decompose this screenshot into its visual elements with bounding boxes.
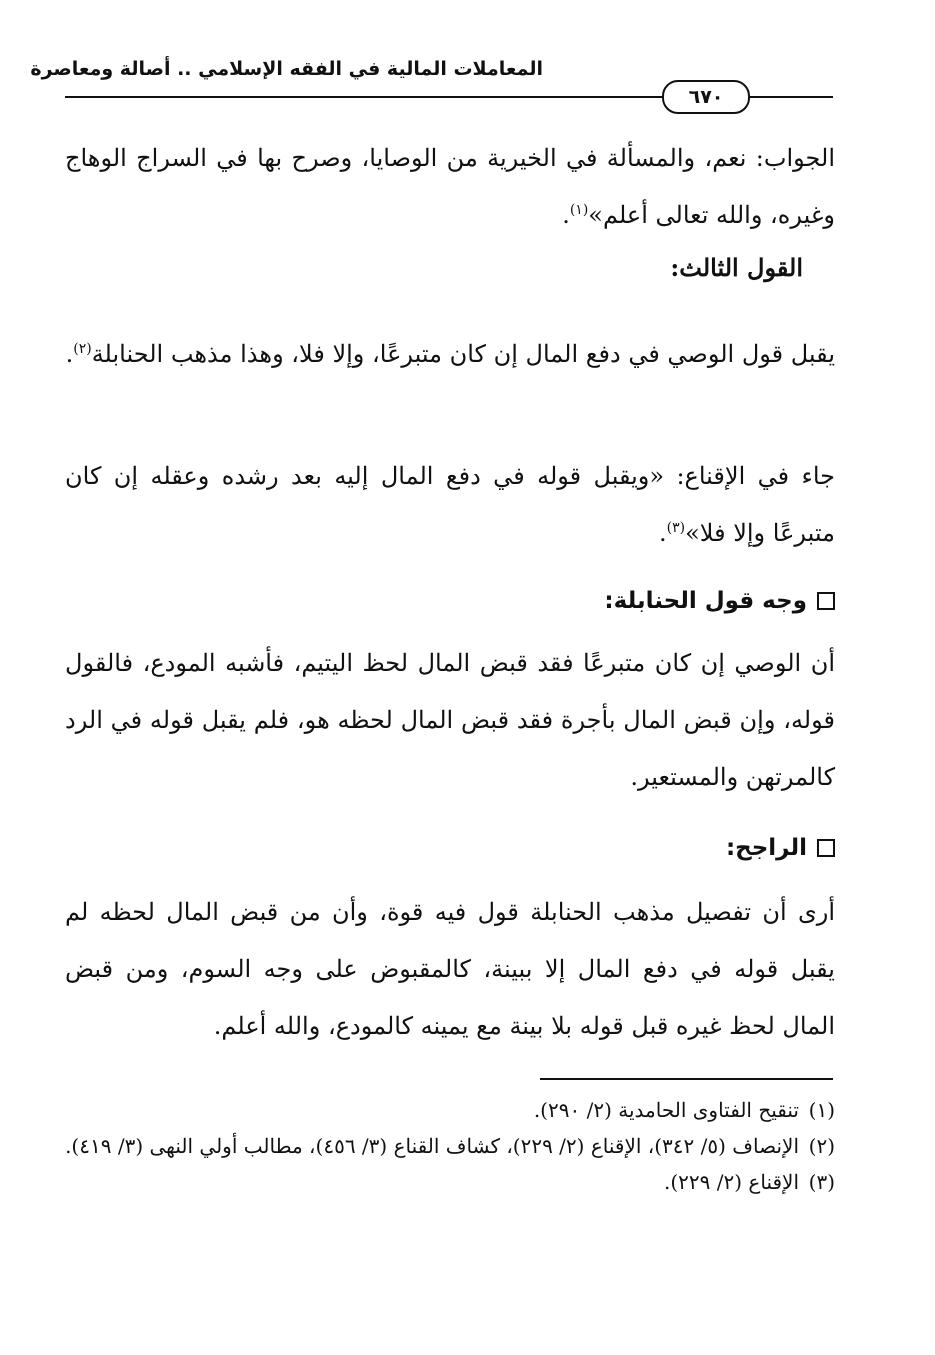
section-heading-hanabila-text: وجه قول الحنابلة:: [604, 588, 807, 614]
paragraph-answer: الجواب: نعم، والمسألة في الخيرية من الوصايا، وصرح بها في السراج الوهاج وغيره، والله تعالى أعلم»$^{(١)}$.: [65, 144, 835, 229]
footnote-text: الإنصاف (٥/ ٣٤٢)، الإقناع (٢/ ٢٢٩)، كشاف القناع (٣/ ٤٥٦)، مطالب أولي النهى (٣/ ٤١٩).: [65, 1134, 799, 1158]
footnote-number: (٢): [808, 1134, 835, 1158]
footnotes: [65, 1092, 835, 1200]
footnote-item: [65, 1164, 835, 1200]
paragraph-iqna-quote: جاء في الإقناع: «ويقبل قوله في دفع المال إليه بعد رشده وعقله إن كان متبرعًا وإلا فلا»$^{(٣)}$.: [65, 462, 835, 547]
footnote-text: تنقيح الفتاوى الحامدية (٢/ ٢٩٠).: [533, 1098, 799, 1122]
footnote-separator: [540, 1078, 833, 1080]
footnote-item: [65, 1128, 835, 1164]
footnote-number: (١): [808, 1098, 835, 1122]
paragraph-iqna-quote-text: جاء في الإقناع: «ويقبل قوله في دفع المال إليه بعد رشده وعقله إن كان متبرعًا وإلا فلا»: [65, 462, 835, 547]
footnote-number: (٣): [808, 1170, 835, 1194]
footnote-text: الإقناع (٢/ ٢٢٩).: [663, 1170, 799, 1194]
paragraph-third-opinion-text: يقبل قول الوصي في دفع المال إن كان متبرعًا، وإلا فلا، وهذا مذهب الحنابلة: [91, 340, 835, 368]
paragraph-third-opinion: يقبل قول الوصي في دفع المال إن كان متبرعًا، وإلا فلا، وهذا مذهب الحنابلة$^{(٢)}$.: [65, 340, 835, 368]
running-header-title: المعاملات المالية في الفقه الإسلامي .. أصالة ومعاصرة: [30, 58, 543, 80]
footnote-ref-3: (٣): [666, 520, 686, 536]
paragraph-answer-text: الجواب: نعم، والمسألة في الخيرية من الوصايا، وصرح بها في السراج الوهاج وغيره، والله تعالى أعلم»: [65, 144, 835, 229]
paragraph-hanabila-reason: أن الوصي إن كان متبرعًا فقد قبض المال لحظ اليتيم، فأشبه المودع، فالقول قوله، وإن قبض المال بأجرة فقد قبض المال لحظه هو، فلم يقبل قوله في الرد كالمرتهن والمستعير.: [65, 649, 835, 791]
paragraph-preferred-opinion: أرى أن تفصيل مذهب الحنابلة قول فيه قوة، وأن من قبض المال لحظه لم يقبل قوله في دفع المال إلا ببينة، كالمقبوض على وجه السوم، ومن قبض المال لحظ غيره قبل قوله بلا بينة مع يمينه كالمودع، والله أعلم.: [65, 898, 835, 1040]
section-heading-preferred-text: الراجح:: [725, 835, 807, 861]
section-heading-hanabila: [604, 588, 835, 614]
footnote-ref-1: (١): [569, 202, 589, 218]
square-bullet-icon: [817, 839, 835, 857]
footnote-item: [65, 1092, 835, 1128]
section-heading-preferred: [726, 835, 835, 861]
square-bullet-icon: [817, 592, 835, 610]
page-number-badge: ٦٧٠: [662, 80, 750, 114]
heading-third-opinion: القول الثالث:: [670, 253, 803, 282]
footnote-ref-2: (٢): [73, 341, 92, 357]
